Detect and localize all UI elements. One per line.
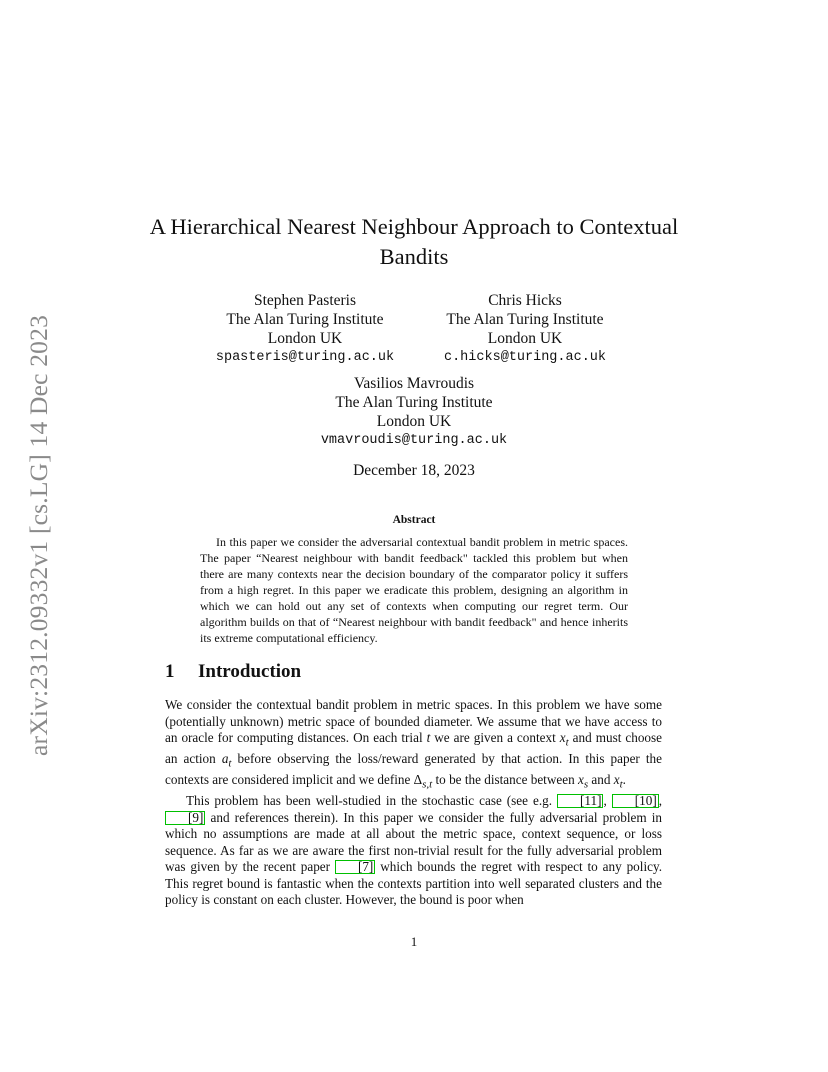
math-symbol: Δ	[413, 772, 423, 788]
math-variable: t	[426, 730, 431, 745]
author-name: Chris Hicks	[488, 292, 562, 309]
math-symbol: a	[221, 751, 229, 767]
math-symbol: x	[559, 730, 566, 745]
math-subscript: s,t	[422, 778, 433, 791]
section-number: 1	[165, 661, 175, 682]
section-heading	[165, 661, 301, 683]
citation-link[interactable]: [7]	[335, 860, 375, 874]
author-email[interactable]: spasteris@turing.ac.uk	[215, 350, 395, 365]
paper-title: A Hierarchical Nearest Neighbour Approach to Contextual Bandits	[149, 214, 679, 269]
math-symbol: x	[577, 772, 584, 788]
author-affiliation: The Alan Turing Institute	[226, 311, 384, 328]
text-run: and	[588, 772, 614, 788]
paragraph-2	[165, 793, 662, 909]
text-run: ,	[603, 793, 612, 809]
text-run: This problem has been well-studied in the stochastic case (see e.g.	[186, 793, 557, 809]
text-run: and must choose an action	[165, 730, 662, 767]
author-name: Vasilios Mavroudis	[353, 375, 475, 392]
citation-link[interactable]: [9]	[165, 811, 205, 825]
citation-link[interactable]: [11]	[557, 794, 603, 808]
math-variable	[413, 772, 433, 791]
author-name: Stephen Pasteris	[253, 292, 357, 309]
author-block-1	[200, 291, 410, 367]
text-run: We consider the contextual bandit problem in metric spaces. In this problem we have some (potentially unknown) metric space of bounded diameter. We assume that we have access to an oracle for computing distances. On each trial	[165, 697, 662, 745]
math-variable	[559, 730, 569, 749]
text-run: and references therein). In this paper we consider the fully adversarial problem in which no assumptions are made at all about the metric space, context sequence, or loss sequence. As far as we are aware the first non-trivial result for the fully adversarial problem was given by the recent paper	[165, 809, 662, 875]
text-run: ,	[658, 793, 663, 809]
author-affiliation: The Alan Turing Institute	[335, 394, 493, 411]
author-email[interactable]: vmavroudis@turing.ac.uk	[320, 433, 508, 448]
introduction-body	[165, 697, 662, 909]
author-block-3	[304, 374, 524, 450]
math-symbol: x	[613, 772, 620, 788]
math-subscript: t	[228, 757, 232, 770]
math-subscript: t	[619, 778, 623, 791]
math-variable	[577, 772, 589, 791]
math-subscript: t	[565, 736, 569, 749]
author-block-2	[420, 291, 630, 367]
math-subscript: s	[583, 778, 589, 791]
author-location: London UK	[376, 413, 452, 430]
citation-link[interactable]: [10]	[612, 794, 659, 808]
author-affiliation: The Alan Turing Institute	[446, 311, 604, 328]
text-run: .	[622, 772, 626, 788]
text-run: to be the distance between	[432, 772, 578, 788]
text-run: which bounds the regret with respect to any policy. This regret bound is fantastic when the contexts partition into well separated clusters and the policy is constant on each cluster. However, the bound is poor when	[165, 859, 662, 908]
paragraph-1	[165, 697, 662, 793]
section-title: Introduction	[198, 661, 302, 682]
arxiv-identifier: arXiv:2312.09332v1 [cs.LG] 14 Dec 2023	[24, 314, 53, 756]
text-run: before observing the loss/reward generated by that action. In this paper the contexts are considered implicit and we define	[165, 751, 663, 788]
text-run: we are given a context	[430, 730, 560, 745]
abstract-heading: Abstract	[392, 514, 436, 526]
author-location: London UK	[267, 330, 343, 347]
author-email[interactable]: c.hicks@turing.ac.uk	[443, 350, 607, 365]
math-variable	[613, 772, 623, 791]
author-location: London UK	[487, 330, 563, 347]
page-number: 1	[410, 934, 418, 949]
paper-date: December 18, 2023	[353, 462, 475, 479]
abstract-text: In this paper we consider the adversarial contextual bandit problem in metric spaces. The paper “Nearest neighbour with bandit feedback" tackled this problem but when there are many contexts near the decision boundary of the comparator policy it suffers from a high regret. In this paper we eradicate this problem, designing an algorithm in which we can hold out any set of contexts when computing our regret term. Our algorithm builds on that of “Nearest neighbour with bandit feedback" and hence inherits its extreme computational efficiency.	[200, 535, 628, 645]
